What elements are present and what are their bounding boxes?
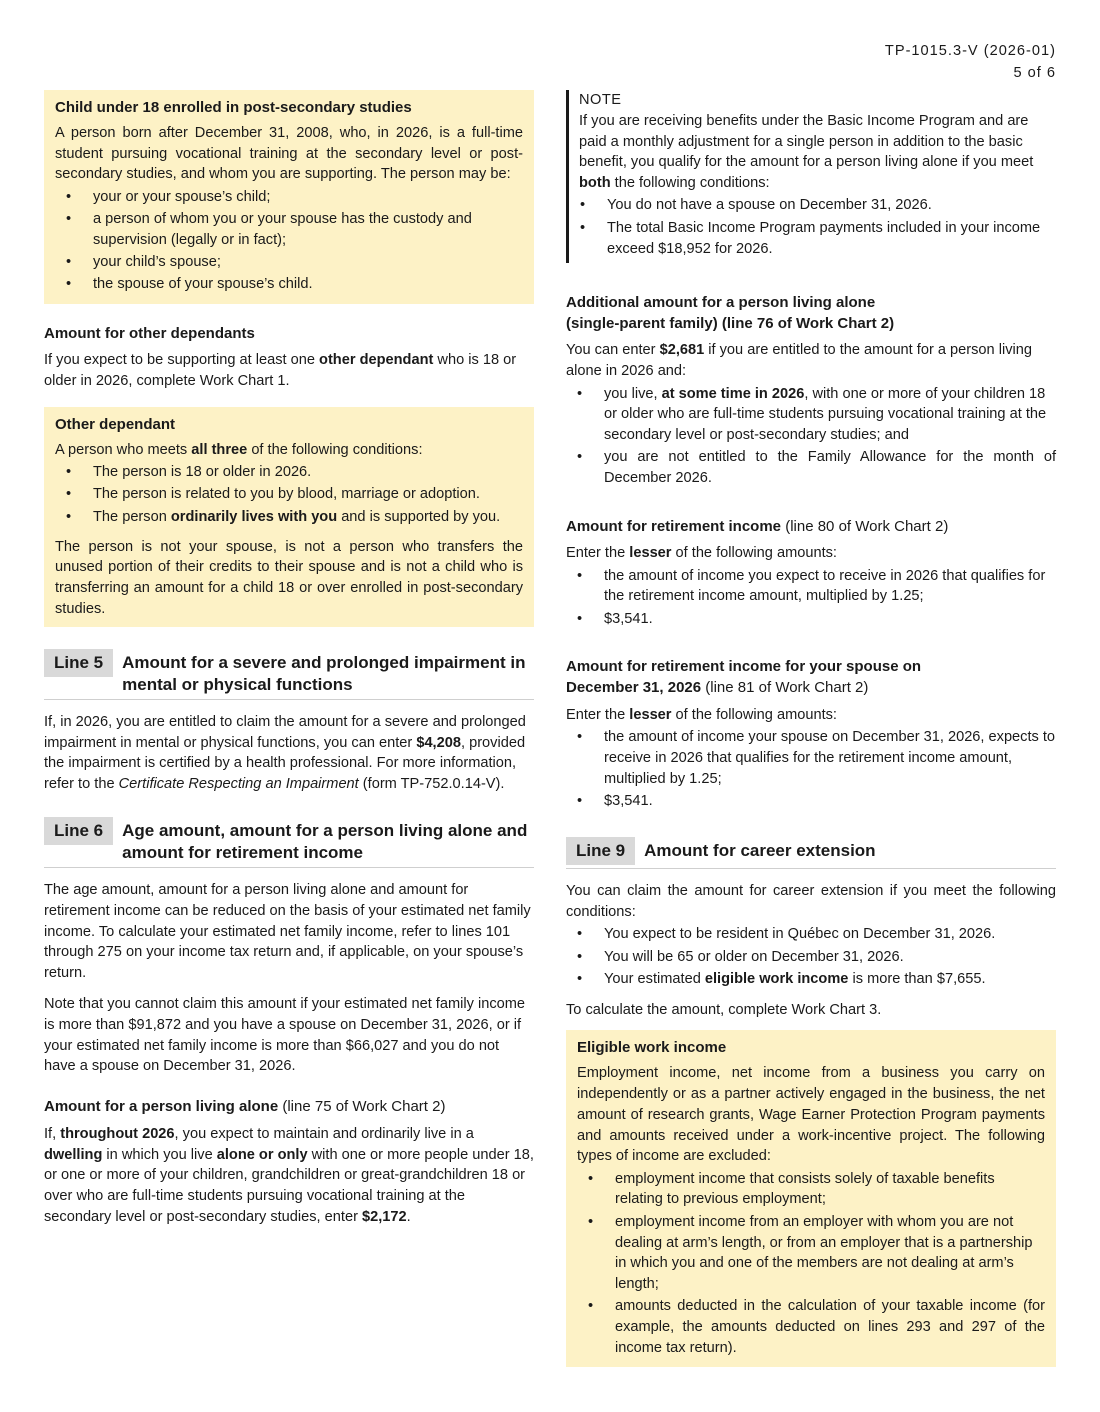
retirement-intro: Enter the lesser of the following amounts: (566, 545, 837, 562)
line-tag: Line 6 (44, 817, 113, 845)
other-dependants-text: If you expect to be supporting at least one other dependant who is 18 or older in 2026, complete Work Chart 1. (44, 352, 517, 390)
left-column (44, 90, 534, 1228)
additional-living-alone-intro: You can enter $2,681 if you are entitled to the amount for a person living alone in 2026 and: (566, 342, 1032, 380)
line-9-heading (566, 837, 1056, 869)
child-post-secondary-box (44, 90, 534, 304)
list-item: • employment income from an employer with whom you are not dealing at arm’s length, or from an employer that is a partnership in which you and one of the members are not dealing at arm’s length; (577, 1212, 1045, 1295)
retirement-spouse-intro: Enter the lesser of the following amounts: (566, 706, 837, 723)
bullet-list (566, 566, 1056, 630)
list-item: • the spouse of your spouse’s child. (55, 274, 523, 295)
line-6-para-1: The age amount, amount for a person living alone and amount for retirement income can be reduced on the basis of your estimated net family income. To calculate your estimated net family income, refer to lines 101 through 275 on your income tax return and, if applicable, on your spouse’s return. (44, 881, 531, 982)
box-intro: Employment income, net income from a business you carry on independently or as a partner actively engaged in the business, the net amount of research grants, Wage Earner Protection Program payments and amounts received under a work-incentive project. The following types of income are excluded: (577, 1065, 1045, 1165)
list-item: • the amount of income you expect to receive in 2026 that qualifies for the retirement income amount, multiplied by 1.25; (566, 566, 1056, 608)
note-box (566, 90, 1056, 263)
retirement-spouse-heading: Amount for retirement income for your spouse on December 31, 2026 (line 81 of Work Chart 2) (566, 658, 922, 696)
line-title: Age amount, amount for a person living alone and amount for retirement income (122, 820, 528, 862)
list-item: • You do not have a spouse on December 31, 2026. (579, 195, 1056, 216)
line-6-para-2: Note that you cannot claim this amount if your estimated net family income is more than $91,872 and you have a spouse on December 31, 2026, or if your estimated net family income is more than $66,027 and you do not have a spouse on December 31, 2026. (44, 995, 526, 1075)
line-9-outro: To calculate the amount, complete Work Chart 3. (566, 1001, 882, 1018)
right-column (566, 90, 1056, 1367)
line-5-text: If, in 2026, you are entitled to claim the amount for a severe and prolonged impairment in mental or physical functions, you can enter $4,208, provided the impairment is certified by a health professional. For more information, refer to the Certificate Respecting an Impairment (form TP-752.0.14-V). (44, 713, 526, 793)
bullet-list (566, 384, 1056, 489)
page-number: 5 of 6 (1013, 65, 1056, 81)
box-note: The person is not your spouse, is not a person who transfers the unused portion of their credits to their spouse and is not a child who is transferring an amount for a child 18 or over enrolled in post-secondary studies. (55, 538, 523, 617)
list-item: • The person is related to you by blood, marriage or adoption. (55, 484, 523, 505)
line-tag: Line 9 (566, 837, 635, 865)
box-intro: A person who meets all three of the following conditions: (55, 441, 423, 458)
list-item: • a person of whom you or your spouse has the custody and supervision (legally or in fact); (55, 209, 523, 251)
list-item: • $3,541. (566, 609, 1056, 630)
retirement-heading: Amount for retirement income (line 80 of Work Chart 2) (566, 517, 949, 535)
bullet-list (577, 1169, 1045, 1359)
other-dependants-heading: Amount for other dependants (44, 324, 255, 342)
list-item: • The total Basic Income Program payments included in your income exceed $18,952 for 2026. (579, 218, 1056, 260)
line-9-intro: You can claim the amount for career extension if you meet the following conditions: (566, 883, 1056, 920)
page-header (885, 40, 1056, 84)
form-name: Certificate Respecting an Impairment (118, 776, 359, 793)
list-item: • $3,541. (566, 791, 1056, 812)
list-item: • your child’s spouse; (55, 252, 523, 273)
list-item: • amounts deducted in the calculation of your taxable income (for example, the amounts deducted on lines 293 and 297 of the income tax return). (577, 1296, 1045, 1358)
box-title: Eligible work income (577, 1039, 727, 1057)
eligible-work-income-box (566, 1030, 1056, 1367)
living-alone-text: If, throughout 2026, you expect to maintain and ordinarily live in a dwelling in which you live alone or only with one or more people under 18, or one or more of your children, grandchildren or great-grandchildren 18 or over who are full-time students pursuing vocational training at the secondary level or post-secondary studies, enter $2,172. (44, 1125, 534, 1226)
list-item: • You expect to be resident in Québec on December 31, 2026. (566, 924, 1056, 945)
line-title: Amount for career extension (644, 841, 876, 861)
line-5-heading (44, 649, 534, 700)
box-intro: A person born after December 31, 2008, who, in 2026, is a full-time student pursuing vocational training at the secondary level or post-secondary studies, and whom you are supporting. The person may be: (55, 124, 523, 183)
line-title: Amount for a severe and prolonged impairment in mental or physical functions (122, 652, 526, 694)
list-item: • you live, at some time in 2026, with one or more of your children 18 or older who are full-time students pursuing vocational training at the secondary level or post-secondary studies; and (566, 384, 1056, 446)
list-item: • you are not entitled to the Family Allowance for the month of December 2026. (566, 447, 1056, 489)
bullet-list (579, 195, 1056, 259)
list-item: • employment income that consists solely of taxable benefits relating to previous employment; (577, 1169, 1045, 1211)
line-6-heading (44, 817, 534, 868)
note-title: NOTE (579, 92, 622, 108)
living-alone-heading: Amount for a person living alone (line 75 of Work Chart 2) (44, 1098, 446, 1116)
list-item: • You will be 65 or older on December 31, 2026. (566, 947, 1056, 968)
other-dependant-box (44, 407, 534, 627)
form-code: TP-1015.3-V (2026-01) (884, 43, 1056, 59)
bullet-list (566, 924, 1056, 989)
box-title: Child under 18 enrolled in post-secondary studies (55, 99, 412, 116)
additional-living-alone-heading: Additional amount for a person living alone (single-parent family) (line 76 of Work Chart 2) (566, 293, 895, 332)
note-text: If you are receiving benefits under the Basic Income Program and are paid a monthly adjustment for a single person in addition to the basic benefit, you qualify for the amount for a person living alone if you meet both the following conditions: (579, 112, 1034, 192)
box-title: Other dependant (55, 416, 176, 434)
list-item: • Your estimated eligible work income is more than $7,655. (566, 969, 1056, 990)
bullet-list (566, 727, 1056, 812)
list-item: • your or your spouse’s child; (55, 187, 523, 208)
list-item: • The person is 18 or older in 2026. (55, 462, 523, 483)
list-item: • the amount of income your spouse on December 31, 2026, expects to receive in 2026 that qualifies for the retirement income amount, multiplied by 1.25; (566, 727, 1056, 789)
line-tag: Line 5 (44, 649, 113, 677)
list-item: • The person ordinarily lives with you and is supported by you. (55, 507, 523, 528)
bullet-list (55, 462, 523, 527)
bullet-list (55, 187, 523, 295)
